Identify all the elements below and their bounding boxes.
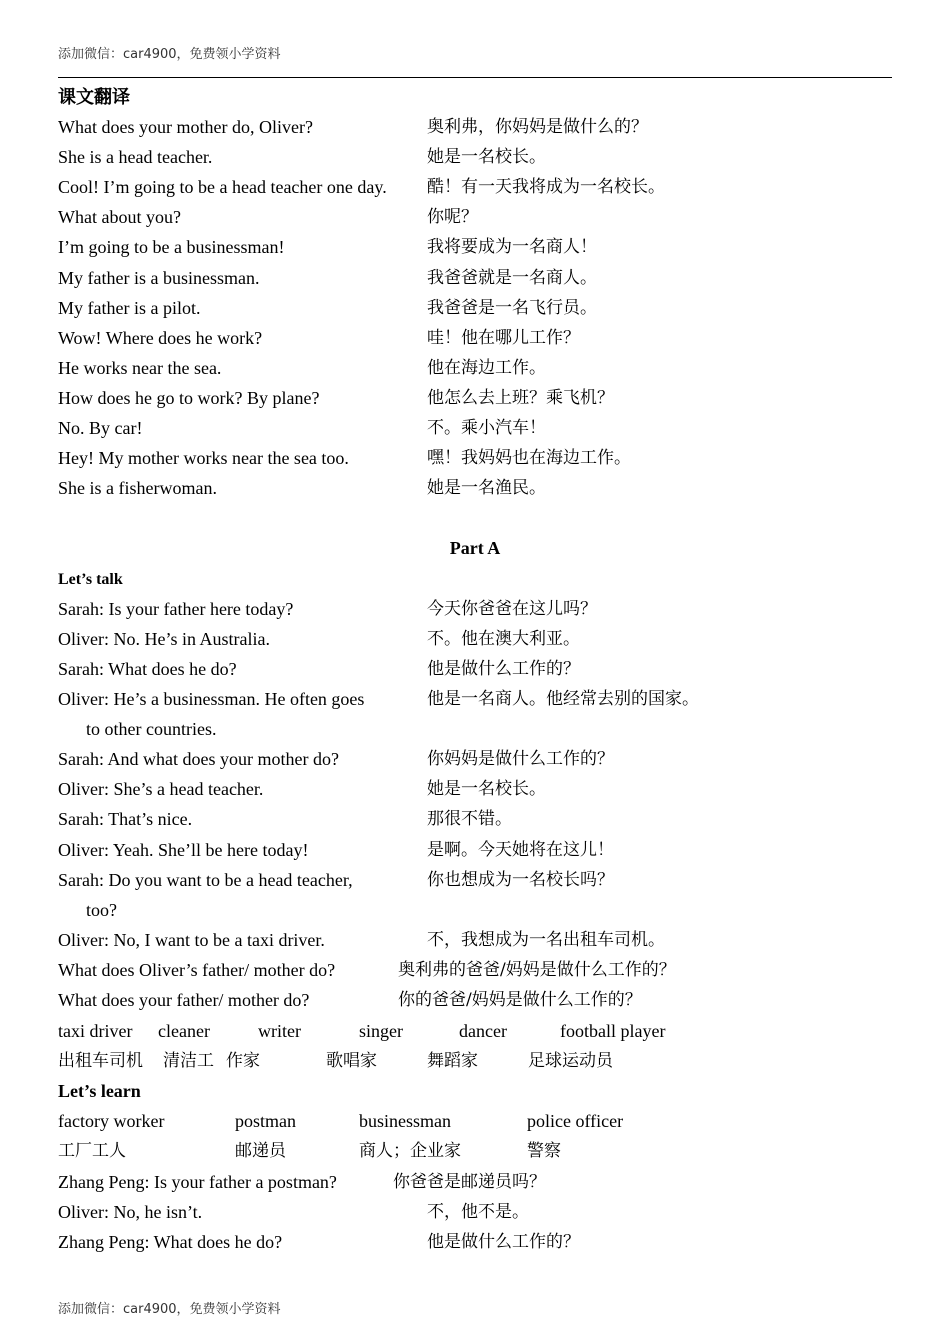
learn-en-businessman: businessman (359, 1111, 451, 1131)
question-en-1: What does Oliver’s father/ mother do? (58, 960, 336, 980)
learn-line-zh-2: 不，他不是。 (427, 1202, 529, 1222)
learn-line-zh-3: 他是做什么工作的？ (427, 1232, 580, 1252)
talk-en-7: Sarah: That’s nice. (58, 809, 193, 829)
learn-zh-factory-worker: 工厂工人 (58, 1141, 126, 1161)
text-zh-3: 酷！有一天我将成为一名校长。 (427, 177, 665, 197)
text-en-7: My father is a pilot. (58, 298, 201, 318)
talk-zh-7: 那很不错。 (427, 809, 512, 829)
vocab-en-taxi-driver: taxi driver (58, 1021, 133, 1041)
header-divider (58, 77, 892, 78)
page-header-note: 添加微信：car4900，免费领小学资料 (58, 47, 281, 62)
vocab-zh-singer: 歌唱家 (326, 1051, 377, 1071)
vocab-zh-dancer: 舞蹈家 (427, 1051, 478, 1071)
talk-en-5: Sarah: And what does your mother do? (58, 749, 339, 769)
learn-line-en-2: Oliver: No, he isn’t. (58, 1202, 203, 1222)
talk-zh-8: 是啊。今天她将在这儿！ (427, 840, 614, 860)
talk-en-1: Sarah: Is your father here today? (58, 599, 294, 619)
text-zh-9: 他在海边工作。 (427, 358, 546, 378)
learn-en-postman: postman (235, 1111, 296, 1131)
vocab-zh-football-player: 足球运动员 (528, 1051, 613, 1071)
talk-en-2: Oliver: No. He’s in Australia. (58, 629, 270, 649)
text-zh-12: 嘿！我妈妈也在海边工作。 (427, 448, 631, 468)
text-zh-13: 她是一名渔民。 (427, 478, 546, 498)
text-zh-10: 他怎么去上班？乘飞机？ (427, 388, 614, 408)
vocab-en-football-player: football player (560, 1021, 666, 1041)
text-zh-6: 我爸爸就是一名商人。 (427, 268, 597, 288)
learn-line-en-1: Zhang Peng: Is your father a postman? (58, 1172, 337, 1192)
talk-zh-4: 他是一名商人。他经常去别的国家。 (427, 689, 699, 709)
vocab-zh-writer: 作家 (226, 1051, 260, 1071)
text-en-5: I’m going to be a businessman! (58, 237, 285, 257)
vocab-en-cleaner: cleaner (158, 1021, 210, 1041)
learn-en-factory-worker: factory worker (58, 1111, 165, 1131)
text-zh-1: 奥利弗，你妈妈是做什么的？ (427, 117, 648, 137)
text-en-8: Wow! Where does he work? (58, 328, 263, 348)
talk-en-9: Sarah: Do you want to be a head teacher, (58, 870, 353, 890)
text-en-12: Hey! My mother works near the sea too. (58, 448, 349, 468)
talk-zh-6: 她是一名校长。 (427, 779, 546, 799)
text-zh-11: 不。乘小汽车！ (427, 418, 546, 438)
text-en-1: What does your mother do, Oliver? (58, 117, 313, 137)
lets-learn-heading: Let’s learn (58, 1081, 141, 1101)
learn-line-zh-1: 你爸爸是邮递员吗？ (393, 1172, 546, 1192)
vocab-zh-cleaner: 清洁工 (163, 1051, 214, 1071)
learn-line-en-3: Zhang Peng: What does he do? (58, 1232, 283, 1252)
question-zh-1: 奥利弗的爸爸/妈妈是做什么工作的？ (398, 960, 676, 980)
question-zh-2: 你的爸爸/妈妈是做什么工作的？ (398, 990, 642, 1010)
talk-zh-10: 不，我想成为一名出租车司机。 (427, 930, 665, 950)
text-zh-2: 她是一名校长。 (427, 147, 546, 167)
text-en-2: She is a head teacher. (58, 147, 213, 167)
talk-en-4: Oliver: He’s a businessman. He often goes (58, 689, 365, 709)
text-en-9: He works near the sea. (58, 358, 222, 378)
text-en-13: She is a fisherwoman. (58, 478, 217, 498)
vocab-en-singer: singer (359, 1021, 403, 1041)
talk-en-3: Sarah: What does he do? (58, 659, 237, 679)
talk-zh-1: 今天你爸爸在这儿吗？ (427, 599, 597, 619)
text-zh-5: 我将要成为一名商人！ (427, 237, 597, 257)
talk-en-8: Oliver: Yeah. She’ll be here today! (58, 840, 309, 860)
text-zh-7: 我爸爸是一名飞行员。 (427, 298, 597, 318)
text-en-3: Cool! I’m going to be a head teacher one day. (58, 177, 387, 197)
talk-en-9-continued: too? (86, 900, 117, 920)
text-en-4: What about you? (58, 207, 181, 227)
talk-zh-9: 你也想成为一名校长吗？ (427, 870, 614, 890)
learn-zh-police-officer: 警察 (527, 1141, 561, 1161)
learn-en-police-officer: police officer (527, 1111, 624, 1131)
section-title: 课文翻译 (58, 87, 130, 107)
page-footer-note: 添加微信：car4900，免费领小学资料 (58, 1302, 281, 1317)
learn-zh-postman: 邮递员 (235, 1141, 286, 1161)
learn-zh-businessman: 商人；企业家 (359, 1141, 461, 1161)
vocab-zh-taxi-driver: 出租车司机 (58, 1051, 143, 1071)
talk-zh-3: 他是做什么工作的？ (427, 659, 580, 679)
talk-en-4-continued: to other countries. (86, 719, 217, 739)
text-zh-8: 哇！他在哪儿工作？ (427, 328, 580, 348)
text-en-6: My father is a businessman. (58, 268, 260, 288)
text-en-11: No. By car! (58, 418, 143, 438)
talk-zh-2: 不。他在澳大利亚。 (427, 629, 580, 649)
vocab-en-dancer: dancer (459, 1021, 507, 1041)
question-en-2: What does your father/ mother do? (58, 990, 310, 1010)
text-zh-4: 你呢？ (427, 207, 478, 227)
talk-en-10: Oliver: No, I want to be a taxi driver. (58, 930, 325, 950)
lets-talk-heading: Let’s talk (58, 571, 123, 588)
text-en-10: How does he go to work? By plane? (58, 388, 320, 408)
part-a-heading: Part A (449, 538, 501, 558)
talk-en-6: Oliver: She’s a head teacher. (58, 779, 264, 799)
talk-zh-5: 你妈妈是做什么工作的？ (427, 749, 614, 769)
vocab-en-writer: writer (258, 1021, 301, 1041)
